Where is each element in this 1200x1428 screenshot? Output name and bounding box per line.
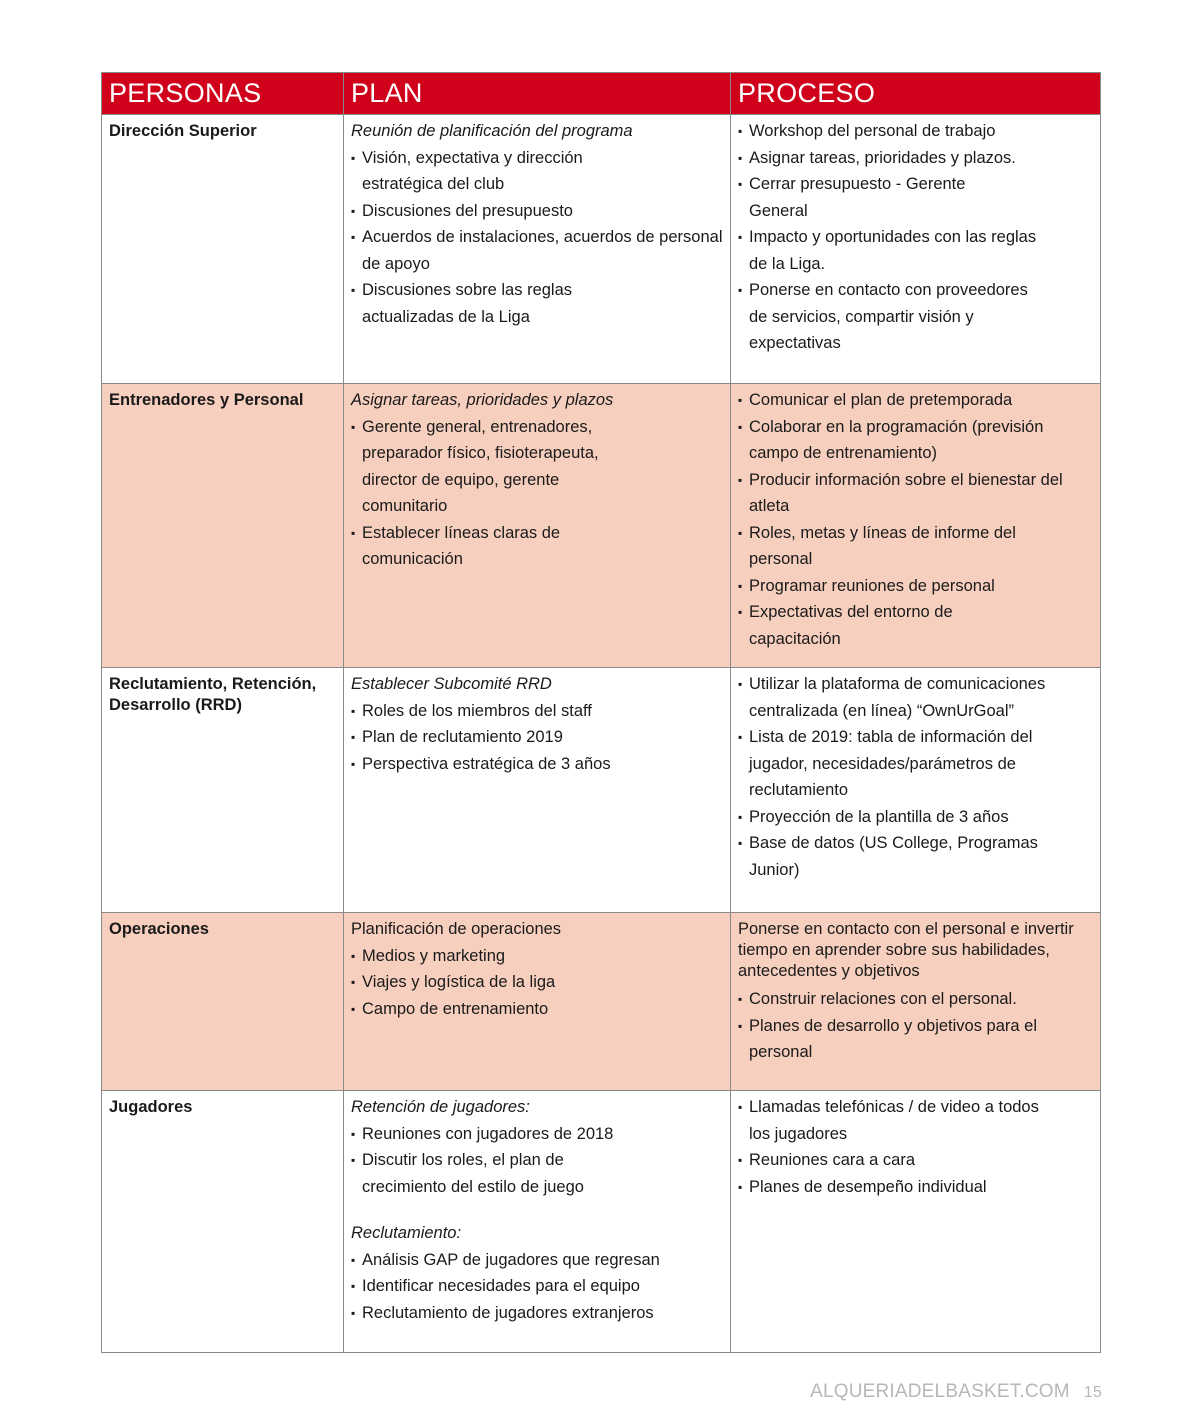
plan-list xyxy=(351,145,723,331)
list-item: ▪ Discusiones sobre las reglas actualizadas de la Liga xyxy=(351,277,723,330)
plan-heading: Retención de jugadores: xyxy=(351,1098,530,1116)
list-item: ▪ Utilizar la plataforma de comunicaciones centralizada (en línea) “OwnUrGoal” xyxy=(738,671,1093,724)
process-cell xyxy=(731,384,1101,668)
list-item: ▪ Asignar tareas, prioridades y plazos. xyxy=(738,145,1093,172)
list-item: ▪ Reuniones cara a cara xyxy=(738,1147,1093,1174)
process-list xyxy=(738,118,1093,357)
plan-list-secondary xyxy=(351,1247,723,1327)
list-item: ▪ Proyección de la plantilla de 3 años xyxy=(738,804,1093,831)
section-gap xyxy=(351,1200,723,1220)
list-item: ▪ Planes de desempeño individual xyxy=(738,1174,1093,1201)
persona-cell: Jugadores xyxy=(102,1091,344,1353)
plan-list xyxy=(351,1121,723,1201)
list-item: ▪ Identificar necesidades para el equipo xyxy=(351,1273,723,1300)
process-cell xyxy=(731,115,1101,384)
list-item: ▪ Cerrar presupuesto - Gerente General xyxy=(738,171,1093,224)
list-item: ▪ Perspectiva estratégica de 3 años xyxy=(351,751,723,778)
list-item: ▪ Campo de entrenamiento xyxy=(351,996,723,1023)
process-cell xyxy=(731,913,1101,1091)
list-item: ▪ Construir relaciones con el personal. xyxy=(738,986,1093,1013)
list-item: ▪ Producir información sobre el bienestar del atleta xyxy=(738,467,1093,520)
header-plan: PLAN xyxy=(344,73,731,115)
list-item: ▪ Expectativas del entorno de capacitación xyxy=(738,599,1093,652)
list-item: ▪ Roles, metas y líneas de informe del personal xyxy=(738,520,1093,573)
list-item: ▪ Colaborar en la programación (previsión campo de entrenamiento) xyxy=(738,414,1093,467)
list-item: ▪ Gerente general, entrenadores, preparador físico, fisioterapeuta, director de equipo, gerente comunitario xyxy=(351,414,723,520)
plan-heading: Establecer Subcomité RRD xyxy=(351,675,552,693)
list-item: ▪ Acuerdos de instalaciones, acuerdos de personal de apoyo xyxy=(351,224,723,277)
list-item: ▪ Plan de reclutamiento 2019 xyxy=(351,724,723,751)
plan-list xyxy=(351,943,723,1023)
plan-heading: Planificación de operaciones xyxy=(351,920,562,938)
table-row xyxy=(102,668,1101,913)
process-list xyxy=(738,387,1093,652)
page-footer xyxy=(810,1381,1102,1403)
plan-cell xyxy=(344,384,731,668)
header-personas: PERSONAS xyxy=(102,73,344,115)
table-row xyxy=(102,115,1101,384)
list-item: ▪ Discusiones del presupuesto xyxy=(351,198,723,225)
plan-cell xyxy=(344,1091,731,1353)
plan-heading: Reunión de planificación del programa xyxy=(351,122,633,140)
plan-table xyxy=(101,72,1101,1353)
process-cell xyxy=(731,1091,1101,1353)
list-item: ▪ Reuniones con jugadores de 2018 xyxy=(351,1121,723,1148)
table-row xyxy=(102,913,1101,1091)
plan-cell xyxy=(344,913,731,1091)
list-item: ▪ Medios y marketing xyxy=(351,943,723,970)
list-item: ▪ Impacto y oportunidades con las reglas de la Liga. xyxy=(738,224,1093,277)
list-item: ▪ Análisis GAP de jugadores que regresan xyxy=(351,1247,723,1274)
table-row xyxy=(102,1091,1101,1353)
process-intro: Ponerse en contacto con el personal e invertir tiempo en aprender sobre sus habilidades, antecedentes y objetivos xyxy=(738,920,1074,980)
plan-cell xyxy=(344,115,731,384)
persona-cell: Entrenadores y Personal xyxy=(102,384,344,668)
footer-site: ALQUERIADELBASKET.COM xyxy=(810,1381,1070,1402)
list-item: ▪ Ponerse en contacto con proveedores de servicios, compartir visión y expectativas xyxy=(738,277,1093,357)
process-list xyxy=(738,986,1093,1066)
persona-cell: Reclutamiento, Retención, Desarrollo (RRD) xyxy=(102,668,344,913)
list-item: ▪ Visión, expectativa y dirección estratégica del club xyxy=(351,145,723,198)
list-item: ▪ Discutir los roles, el plan de crecimiento del estilo de juego xyxy=(351,1147,723,1200)
persona-cell: Dirección Superior xyxy=(102,115,344,384)
list-item: ▪ Programar reuniones de personal xyxy=(738,573,1093,600)
table-header-row xyxy=(102,73,1101,115)
plan-heading-secondary: Reclutamiento: xyxy=(351,1224,462,1242)
list-item: ▪ Llamadas telefónicas / de video a todos los jugadores xyxy=(738,1094,1093,1147)
process-cell xyxy=(731,668,1101,913)
list-item: ▪ Planes de desarrollo y objetivos para el personal xyxy=(738,1013,1093,1066)
header-proceso: PROCESO xyxy=(731,73,1101,115)
plan-cell xyxy=(344,668,731,913)
plan-list xyxy=(351,698,723,778)
list-item: ▪ Viajes y logística de la liga xyxy=(351,969,723,996)
process-list xyxy=(738,671,1093,883)
persona-cell: Operaciones xyxy=(102,913,344,1091)
list-item: ▪ Establecer líneas claras de comunicación xyxy=(351,520,723,573)
list-item: ▪ Roles de los miembros del staff xyxy=(351,698,723,725)
plan-list xyxy=(351,414,723,573)
list-item: ▪ Workshop del personal de trabajo xyxy=(738,118,1093,145)
list-item: ▪ Reclutamiento de jugadores extranjeros xyxy=(351,1300,723,1327)
process-list xyxy=(738,1094,1093,1200)
plan-heading: Asignar tareas, prioridades y plazos xyxy=(351,391,614,409)
page-number: 15 xyxy=(1083,1384,1102,1401)
list-item: ▪ Lista de 2019: tabla de información del jugador, necesidades/parámetros de reclutamiento xyxy=(738,724,1093,804)
list-item: ▪ Base de datos (US College, Programas Junior) xyxy=(738,830,1093,883)
list-item: ▪ Comunicar el plan de pretemporada xyxy=(738,387,1093,414)
table-row xyxy=(102,384,1101,668)
